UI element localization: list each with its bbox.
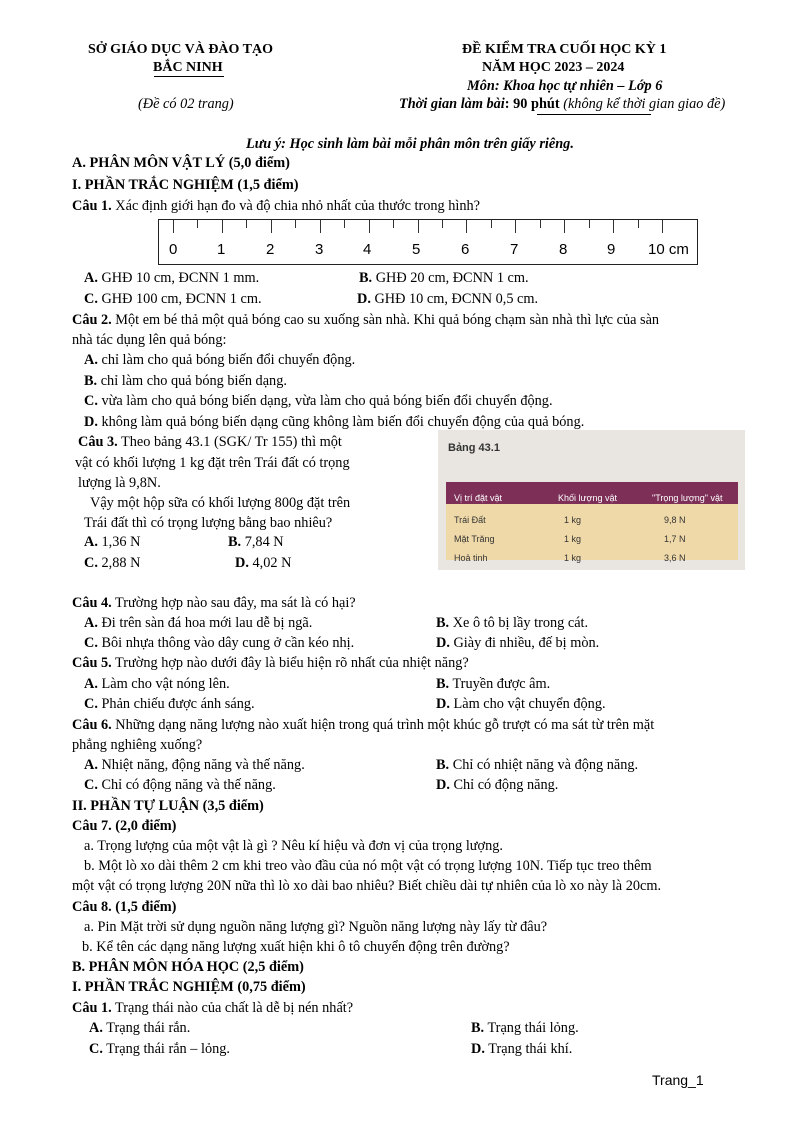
subject-label: Môn xyxy=(467,78,495,94)
option-b: B. Truyền được âm. xyxy=(436,676,551,692)
ruler-tick xyxy=(466,220,467,233)
page-number: Trang_1 xyxy=(652,1072,704,1088)
ruler-label: 2 xyxy=(266,241,275,258)
subject-line xyxy=(467,76,662,96)
ruler-tick xyxy=(564,220,565,233)
table-title: Bảng 43.1 xyxy=(448,442,500,454)
ruler-tick xyxy=(613,220,614,233)
time-value: : 90 phút xyxy=(504,96,560,112)
header-underline-right xyxy=(537,114,651,115)
question-3-line: lượng là 9,8N. xyxy=(78,475,161,491)
question-3: Câu 3. Theo bảng 43.1 (SGK/ Tr 155) thì một xyxy=(78,434,342,450)
time-label: Thời gian làm bài xyxy=(399,96,505,112)
ruler-tick xyxy=(442,220,443,228)
ruler-tick xyxy=(589,220,590,228)
option-d: D. GHĐ 10 cm, ĐCNN 0,5 cm. xyxy=(357,291,539,307)
table-cell: Mặt Trăng xyxy=(454,534,495,544)
ruler-label: 1 xyxy=(217,241,226,258)
ruler-tick xyxy=(222,220,223,233)
option-c: C. Bôi nhựa thông vào dây cung ở cần kéo nhị. xyxy=(84,635,355,651)
option-a: A. 1,36 N xyxy=(84,534,141,550)
ruler-tick xyxy=(491,220,492,228)
option-a: A. chỉ làm cho quả bóng biến đổi chuyển động. xyxy=(84,352,356,368)
ruler-label: 5 xyxy=(412,241,421,258)
ruler-label: 9 xyxy=(607,241,616,258)
question-7a: a. Trọng lượng của một vật là gì ? Nêu kí hiệu và đơn vị của trọng lượng. xyxy=(84,838,503,854)
table-cell: 9,8 N xyxy=(664,515,686,525)
ruler-label: 0 xyxy=(169,241,178,258)
table-43-1-photo xyxy=(438,430,745,570)
question-3-line: Vậy một hộp sữa có khối lượng 800g đặt trên xyxy=(90,495,351,511)
question-5: Câu 5. Trường hợp nào dưới đây là biểu hiện rõ nhất của nhiệt năng? xyxy=(72,655,469,671)
table-header-cell: "Trọng lượng" vật xyxy=(652,493,723,503)
question-7b: b. Một lò xo dài thêm 2 cm khi treo vào đầu của nó một vật có trọng lượng 10N. Tiếp tục treo thêm xyxy=(84,858,652,874)
ruler-image xyxy=(158,219,698,265)
question-7b-cont: một vật có trọng lượng 20N nữa thì lò xo dài bao nhiêu? Biết chiều dài tự nhiên của lò xo này là 20cm. xyxy=(72,878,662,894)
ruler-tick xyxy=(540,220,541,228)
option-a: A. Đi trên sàn đá hoa mới lau dễ bị ngã. xyxy=(84,615,313,631)
ruler-label: 7 xyxy=(510,241,519,258)
section-b-title: B. PHÂN MÔN HÓA HỌC (2,5 điểm) xyxy=(72,959,304,975)
ruler-tick xyxy=(662,220,663,233)
question-2-cont: nhà tác dụng lên quả bóng: xyxy=(72,332,227,348)
option-c: C. vừa làm cho quả bóng biến dạng, vừa làm cho quả bóng biến đổi chuyển động. xyxy=(84,393,553,409)
ruler-tick xyxy=(369,220,370,233)
option-b: B. GHĐ 20 cm, ĐCNN 1 cm. xyxy=(359,270,529,286)
question-8b: b. Kể tên các dạng năng lượng xuất hiện khi ô tô chuyển động trên đường? xyxy=(82,939,510,955)
part-ib-title: I. PHẦN TRẮC NGHIỆM (0,75 điểm) xyxy=(72,979,306,995)
ruler-label: 3 xyxy=(315,241,324,258)
table-cell: 1 kg xyxy=(564,553,582,563)
exam-title: ĐỀ KIỂM TRA CUỐI HỌC KỲ 1 xyxy=(462,42,667,57)
page-count-note: (Đề có 02 trang) xyxy=(138,96,234,112)
department-name: SỞ GIÁO DỤC VÀ ĐÀO TẠO xyxy=(88,42,274,57)
time-note: (không kể thời gian giao đề) xyxy=(559,96,726,112)
question-1 xyxy=(72,196,480,216)
option-b: B. Trạng thái lỏng. xyxy=(471,1020,579,1036)
ruler-tick xyxy=(173,220,174,233)
part-ii-title: II. PHẦN TỰ LUẬN (3,5 điểm) xyxy=(72,798,264,814)
chem-question-1: Câu 1. Trạng thái nào của chất là dễ bị nén nhất? xyxy=(72,1000,354,1016)
ruler-tick xyxy=(320,220,321,233)
option-a: A. Trạng thái rắn. xyxy=(89,1020,191,1036)
option-c: C. Trạng thái rắn – lỏng. xyxy=(89,1041,230,1057)
ruler-tick xyxy=(271,220,272,233)
question-8a: a. Pin Mặt trời sử dụng nguồn năng lượng gì? Nguồn năng lượng này lấy từ đâu? xyxy=(84,919,548,935)
subject-value: : Khoa học tự nhiên – Lớp 6 xyxy=(494,78,663,94)
ruler-label: 10 cm xyxy=(648,241,689,258)
time-line xyxy=(399,94,725,114)
option-d: D. 4,02 N xyxy=(235,555,292,571)
exam-note: Lưu ý: Học sinh làm bài mỗi phân môn trên giấy riêng. xyxy=(246,136,574,152)
option-c: C. Phản chiếu được ánh sáng. xyxy=(84,696,255,712)
question-7-label: Câu 7. (2,0 điểm) xyxy=(72,818,177,834)
option-d: D. Giày đi nhiều, đế bị mòn. xyxy=(436,635,600,651)
option-b: B. Chỉ có nhiệt năng và động năng. xyxy=(436,757,639,773)
question-4: Câu 4. Trường hợp nào sau đây, ma sát là có hại? xyxy=(72,595,356,611)
school-year: NĂM HỌC 2023 – 2024 xyxy=(482,60,625,75)
option-c: C. 2,88 N xyxy=(84,555,141,571)
option-d: D. Làm cho vật chuyển động. xyxy=(436,696,606,712)
ruler-tick xyxy=(515,220,516,233)
question-text: Xác định giới hạn đo và độ chia nhỏ nhất của thước trong hình? xyxy=(111,198,481,214)
question-8-label: Câu 8. (1,5 điểm) xyxy=(72,899,177,915)
ruler-label: 6 xyxy=(461,241,470,258)
ruler-tick xyxy=(418,220,419,233)
option-b: B. Xe ô tô bị lầy trong cát. xyxy=(436,615,589,631)
ruler-tick xyxy=(295,220,296,228)
province-name: BẮC NINH xyxy=(153,60,223,75)
option-d: D. Trạng thái khí. xyxy=(471,1041,573,1057)
ruler-tick xyxy=(638,220,639,228)
option-a: A. Làm cho vật nóng lên. xyxy=(84,676,230,692)
table-cell: 1 kg xyxy=(564,515,582,525)
option-a: A. GHĐ 10 cm, ĐCNN 1 mm. xyxy=(84,270,260,286)
section-a-title: A. PHÂN MÔN VẬT LÝ (5,0 điểm) xyxy=(72,155,290,171)
table-header-cell: Vị trí đặt vật xyxy=(454,493,503,503)
option-c: C. Chỉ có động năng và thế năng. xyxy=(84,777,276,793)
question-3-line: Trái đất thì có trọng lượng bằng bao nhiêu? xyxy=(84,515,333,531)
ruler-tick xyxy=(393,220,394,228)
question-6: Câu 6. Những dạng năng lượng nào xuất hiện trong quá trình một khúc gỗ trượt có ma sát từ trên mặt xyxy=(72,717,655,733)
option-b: B. 7,84 N xyxy=(228,534,284,550)
option-c: C. GHĐ 100 cm, ĐCNN 1 cm. xyxy=(84,291,262,307)
ruler-tick xyxy=(344,220,345,228)
ruler-label: 8 xyxy=(559,241,568,258)
question-6-cont: phẳng nghiêng xuống? xyxy=(72,737,203,753)
part-i-title: I. PHẦN TRẮC NGHIỆM (1,5 điểm) xyxy=(72,177,299,193)
header-underline xyxy=(154,76,224,77)
question-label: Câu 1. xyxy=(72,198,112,214)
option-d: D. không làm quả bóng biến dạng cũng không làm biến đổi chuyển động của quả bóng. xyxy=(84,414,585,430)
option-a: A. Nhiệt năng, động năng và thế năng. xyxy=(84,757,305,773)
option-d: D. Chỉ có động năng. xyxy=(436,777,559,793)
ruler-tick xyxy=(246,220,247,228)
table-cell: Hoả tinh xyxy=(454,553,488,563)
table-cell: 3,6 N xyxy=(664,553,686,563)
question-3-line: vật có khối lượng 1 kg đặt trên Trái đất có trọng xyxy=(75,455,350,471)
table-cell: 1 kg xyxy=(564,534,582,544)
table-cell: Trái Đất xyxy=(454,515,486,525)
table-cell: 1,7 N xyxy=(664,534,686,544)
ruler-label: 4 xyxy=(363,241,372,258)
question-2: Câu 2. Một em bé thả một quả bóng cao su xuống sàn nhà. Khi quả bóng chạm sàn nhà thì lực của sàn xyxy=(72,312,660,328)
ruler-tick xyxy=(197,220,198,228)
option-b: B. chỉ làm cho quả bóng biến dạng. xyxy=(84,373,287,389)
table-header-cell: Khối lượng vật xyxy=(558,493,617,503)
